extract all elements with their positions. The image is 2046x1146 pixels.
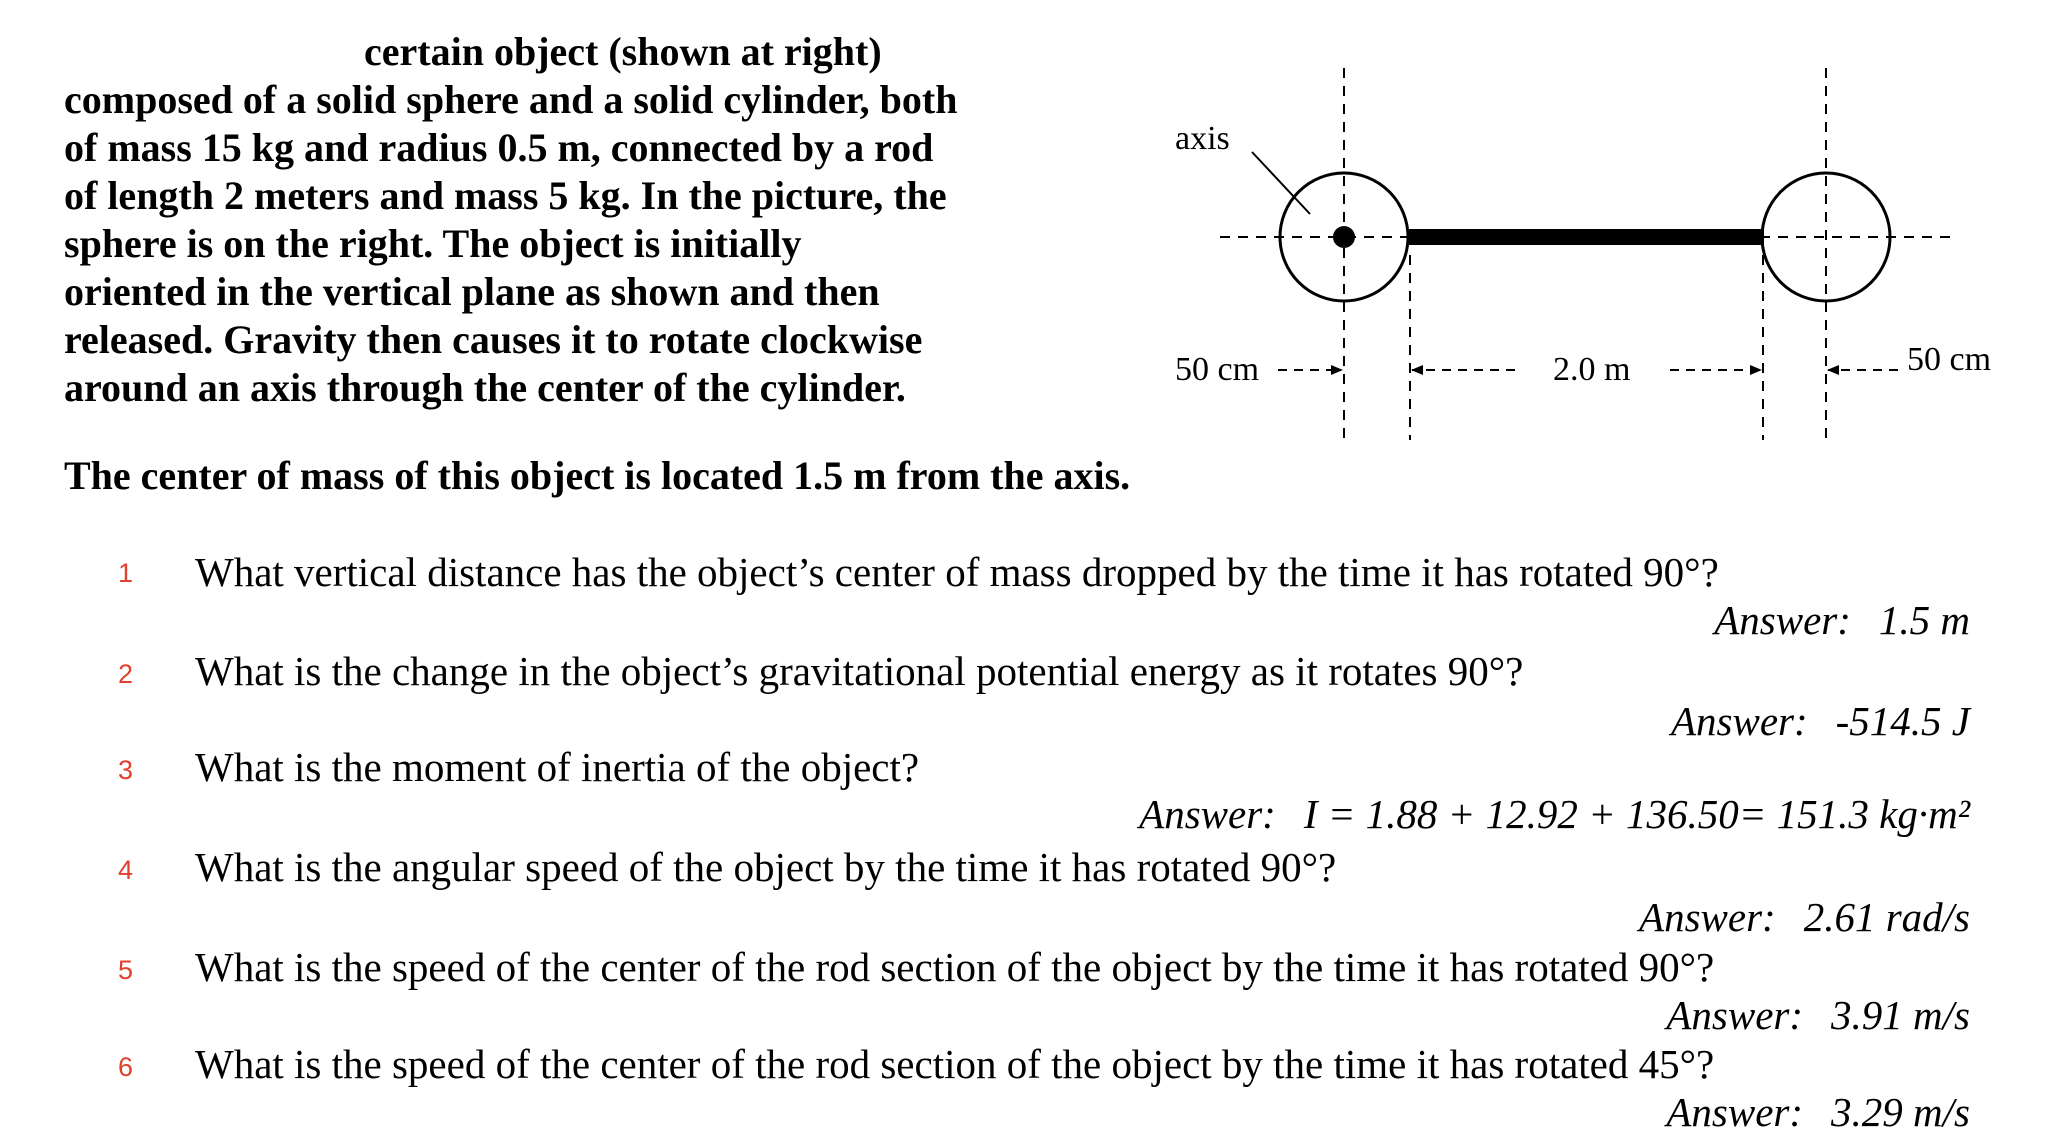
answer	[1139, 790, 1970, 838]
answer-value: 3.29 m/s	[1831, 1089, 1970, 1135]
intro-line: oriented in the vertical plane as shown and then	[64, 269, 880, 314]
rod	[1408, 229, 1764, 245]
answer-label: Answer:	[1670, 698, 1808, 744]
answer	[1639, 893, 1970, 941]
axis-label: axis	[1175, 120, 1230, 157]
intro-line: sphere is on the right. The object is initially	[64, 221, 802, 266]
question-text: What is the angular speed of the object by the time it has rotated 90°?	[195, 844, 1337, 890]
center-of-mass-statement: The center of mass of this object is located 1.5 m from the axis.	[64, 453, 1131, 498]
answer-label: Answer:	[1666, 992, 1804, 1038]
answer-value: 3.91 m/s	[1831, 992, 1970, 1038]
question-number: 1	[118, 558, 134, 588]
answer-label: Answer:	[1666, 1089, 1804, 1135]
answer	[1666, 991, 1970, 1039]
answer-label: Answer:	[1139, 791, 1276, 837]
question-text: What is the speed of the center of the rod section of the object by the time it has rotated 90°?	[195, 944, 1715, 990]
question-text: What is the change in the object’s gravitational potential energy as it rotates 90°?	[195, 648, 1524, 694]
problem-intro	[64, 28, 1104, 412]
answer-value: 2.61 rad/s	[1803, 894, 1970, 940]
intro-line: of mass 15 kg and radius 0.5 m, connected by a rod	[64, 125, 934, 170]
object-diagram	[1160, 60, 2010, 460]
right-dimension-label: 50 cm	[1907, 341, 1992, 378]
answer	[1714, 596, 1970, 644]
left-dimension-label: 50 cm	[1175, 351, 1260, 388]
answer-value: 1.5 m	[1878, 597, 1970, 643]
rod-dimension-label: 2.0 m	[1553, 351, 1631, 388]
answer-value: I = 1.88 + 12.92 + 136.50= 151.3 kg·m²	[1303, 791, 1970, 837]
question-number: 2	[118, 659, 134, 689]
question-text: What is the moment of inertia of the object?	[195, 744, 920, 790]
intro-line: composed of a solid sphere and a solid cylinder, both	[64, 77, 958, 122]
intro-line: around an axis through the center of the cylinder.	[64, 365, 906, 410]
intro-line: certain object (shown at right)	[364, 29, 882, 74]
question-number: 6	[118, 1052, 134, 1082]
axis-pointer	[1252, 152, 1310, 214]
axis-point	[1333, 226, 1355, 248]
question-text: What is the speed of the center of the rod section of the object by the time it has rotated 45°?	[195, 1041, 1715, 1087]
question-number: 5	[118, 955, 134, 985]
question-number: 3	[118, 755, 134, 785]
answer-label: Answer:	[1714, 597, 1851, 643]
answer-value: -514.5 J	[1835, 698, 1970, 744]
answer	[1666, 1088, 1970, 1136]
answer	[1671, 697, 1970, 745]
answer-label: Answer:	[1639, 894, 1776, 940]
intro-line: released. Gravity then causes it to rotate clockwise	[64, 317, 923, 362]
question-number: 4	[118, 855, 134, 885]
intro-line: of length 2 meters and mass 5 kg. In the picture, the	[64, 173, 947, 218]
question-text: What vertical distance has the object’s center of mass dropped by the time it has rotated 90°?	[195, 549, 1719, 595]
